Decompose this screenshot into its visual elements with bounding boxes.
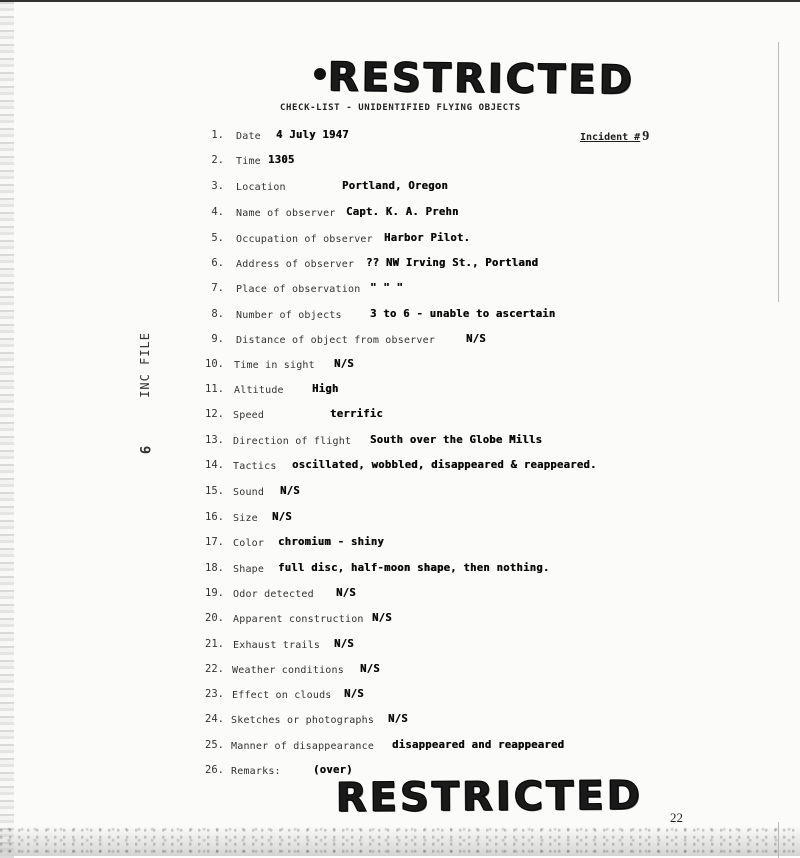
side-file-annotation: INC FILE bbox=[138, 332, 152, 398]
item-number: 11. bbox=[205, 383, 224, 395]
item-number: 4. bbox=[211, 206, 224, 218]
item-label: Time in sight bbox=[234, 360, 315, 371]
incident-label: Incident # bbox=[580, 132, 641, 143]
checklist-item bbox=[0, 129, 800, 147]
item-number: 16. bbox=[205, 511, 224, 523]
side-file-number: 9 bbox=[136, 445, 153, 455]
item-answer: Portland, Oregon bbox=[342, 180, 448, 192]
item-answer: N/S bbox=[334, 358, 354, 370]
item-label: Direction of flight bbox=[233, 436, 352, 447]
item-number: 1. bbox=[211, 129, 224, 141]
item-label: Location bbox=[236, 182, 286, 193]
item-number: 5. bbox=[211, 232, 224, 244]
item-label: Sketches or photographs bbox=[231, 715, 375, 726]
item-label: Apparent construction bbox=[233, 614, 364, 625]
item-answer: oscillated, wobbled, disappeared & reappeared. bbox=[292, 459, 597, 471]
item-label: Time bbox=[236, 156, 261, 167]
restricted-stamp-bottom: RESTRICTED bbox=[335, 772, 644, 822]
item-number: 21. bbox=[205, 638, 224, 650]
item-label: Speed bbox=[233, 410, 265, 421]
item-number: 12. bbox=[205, 408, 224, 420]
item-number: 24. bbox=[205, 713, 224, 725]
scan-noise-bottom bbox=[0, 826, 800, 856]
item-number: 23. bbox=[205, 688, 224, 700]
item-label: Number of objects bbox=[236, 310, 342, 321]
item-answer: High bbox=[312, 383, 339, 395]
checklist-item bbox=[0, 282, 800, 300]
item-number: 7. bbox=[211, 282, 224, 294]
item-label: Address of observer bbox=[236, 259, 355, 270]
item-answer: ?? NW Irving St., Portland bbox=[366, 257, 539, 269]
item-number: 9. bbox=[211, 333, 224, 345]
stamp-dot bbox=[314, 68, 326, 80]
item-number: 6. bbox=[211, 257, 224, 269]
item-label: Shape bbox=[233, 564, 265, 575]
item-answer: Harbor Pilot. bbox=[384, 232, 471, 244]
incident-value: 9 bbox=[642, 129, 650, 144]
checklist-item bbox=[0, 383, 800, 401]
item-number: 19. bbox=[205, 587, 224, 599]
checklist-item bbox=[0, 511, 800, 529]
checklist-item bbox=[0, 408, 800, 426]
checklist-item bbox=[0, 180, 800, 198]
item-number: 3. bbox=[211, 180, 224, 192]
checklist-item bbox=[0, 434, 800, 455]
checklist-item bbox=[0, 536, 800, 554]
item-number: 20. bbox=[205, 612, 224, 624]
item-answer: full disc, half-moon shape, then nothing. bbox=[278, 562, 550, 574]
item-answer: N/S bbox=[388, 713, 408, 725]
checklist-item bbox=[0, 587, 800, 605]
item-answer: N/S bbox=[360, 663, 380, 675]
page-mark: 22 bbox=[670, 810, 683, 825]
item-answer: N/S bbox=[344, 688, 364, 700]
item-answer: 3 to 6 - unable to ascertain bbox=[370, 308, 556, 320]
restricted-stamp-top: RESTRICTED bbox=[327, 54, 636, 104]
item-number: 26. bbox=[205, 764, 224, 776]
item-label: Occupation of observer bbox=[236, 234, 373, 245]
item-answer: N/S bbox=[466, 333, 486, 345]
item-label: Distance of object from observer bbox=[236, 335, 436, 346]
item-number: 17. bbox=[205, 536, 224, 548]
item-answer: (over) bbox=[313, 764, 353, 776]
document-title: CHECK-LIST - UNIDENTIFIED FLYING OBJECTS bbox=[280, 103, 521, 113]
checklist-item bbox=[0, 308, 800, 326]
item-label: Exhaust trails bbox=[233, 640, 321, 651]
item-answer: Capt. K. A. Prehn bbox=[346, 206, 459, 218]
checklist-item bbox=[0, 206, 800, 224]
item-label: Remarks: bbox=[231, 766, 281, 777]
item-answer: " " " bbox=[370, 282, 404, 294]
checklist-item bbox=[0, 562, 800, 580]
item-number: 25. bbox=[205, 739, 224, 751]
checklist-item bbox=[0, 459, 800, 477]
checklist-item bbox=[0, 713, 800, 731]
checklist-item bbox=[0, 663, 800, 681]
checklist-item bbox=[0, 333, 800, 351]
checklist-item bbox=[0, 232, 800, 250]
checklist-item bbox=[0, 257, 800, 275]
item-answer: chromium - shiny bbox=[278, 536, 384, 548]
item-answer: N/S bbox=[372, 612, 392, 624]
item-number: 18. bbox=[205, 562, 224, 574]
item-label: Color bbox=[233, 538, 265, 549]
checklist-item bbox=[0, 638, 800, 656]
item-number: 14. bbox=[205, 459, 224, 471]
item-answer: N/S bbox=[272, 511, 292, 523]
item-label: Name of observer bbox=[236, 208, 336, 219]
item-label: Sound bbox=[233, 487, 265, 498]
checklist-item bbox=[0, 739, 800, 757]
item-label: Odor detected bbox=[233, 589, 314, 600]
item-answer: disappeared and reappeared bbox=[392, 739, 565, 751]
item-number: 2. bbox=[211, 154, 224, 166]
item-label: Manner of disappearance bbox=[231, 741, 375, 752]
item-label: Effect on clouds bbox=[232, 690, 332, 701]
item-label: Size bbox=[233, 513, 258, 524]
item-number: 13. bbox=[205, 434, 224, 446]
item-answer: N/S bbox=[336, 587, 356, 599]
checklist-item bbox=[0, 688, 800, 706]
item-number: 10. bbox=[205, 358, 224, 370]
item-number: 8. bbox=[211, 308, 224, 320]
checklist-item bbox=[0, 358, 800, 376]
item-label: Weather conditions bbox=[232, 665, 344, 676]
item-number: 22. bbox=[205, 663, 224, 675]
item-answer: South over the Globe Mills bbox=[370, 434, 543, 446]
item-label: Altitude bbox=[234, 385, 284, 396]
item-answer: N/S bbox=[280, 485, 300, 497]
item-label: Date bbox=[236, 131, 261, 142]
checklist-item bbox=[0, 154, 800, 172]
item-number: 15. bbox=[205, 485, 224, 497]
item-answer: 4 July 1947 bbox=[276, 129, 349, 141]
item-answer: N/S bbox=[334, 638, 354, 650]
item-answer: terrific bbox=[330, 408, 383, 420]
item-label: Tactics bbox=[233, 461, 277, 472]
item-label: Place of observation bbox=[236, 284, 361, 295]
checklist-item bbox=[0, 612, 800, 630]
checklist-item bbox=[0, 485, 800, 503]
item-answer: 1305 bbox=[268, 154, 295, 166]
